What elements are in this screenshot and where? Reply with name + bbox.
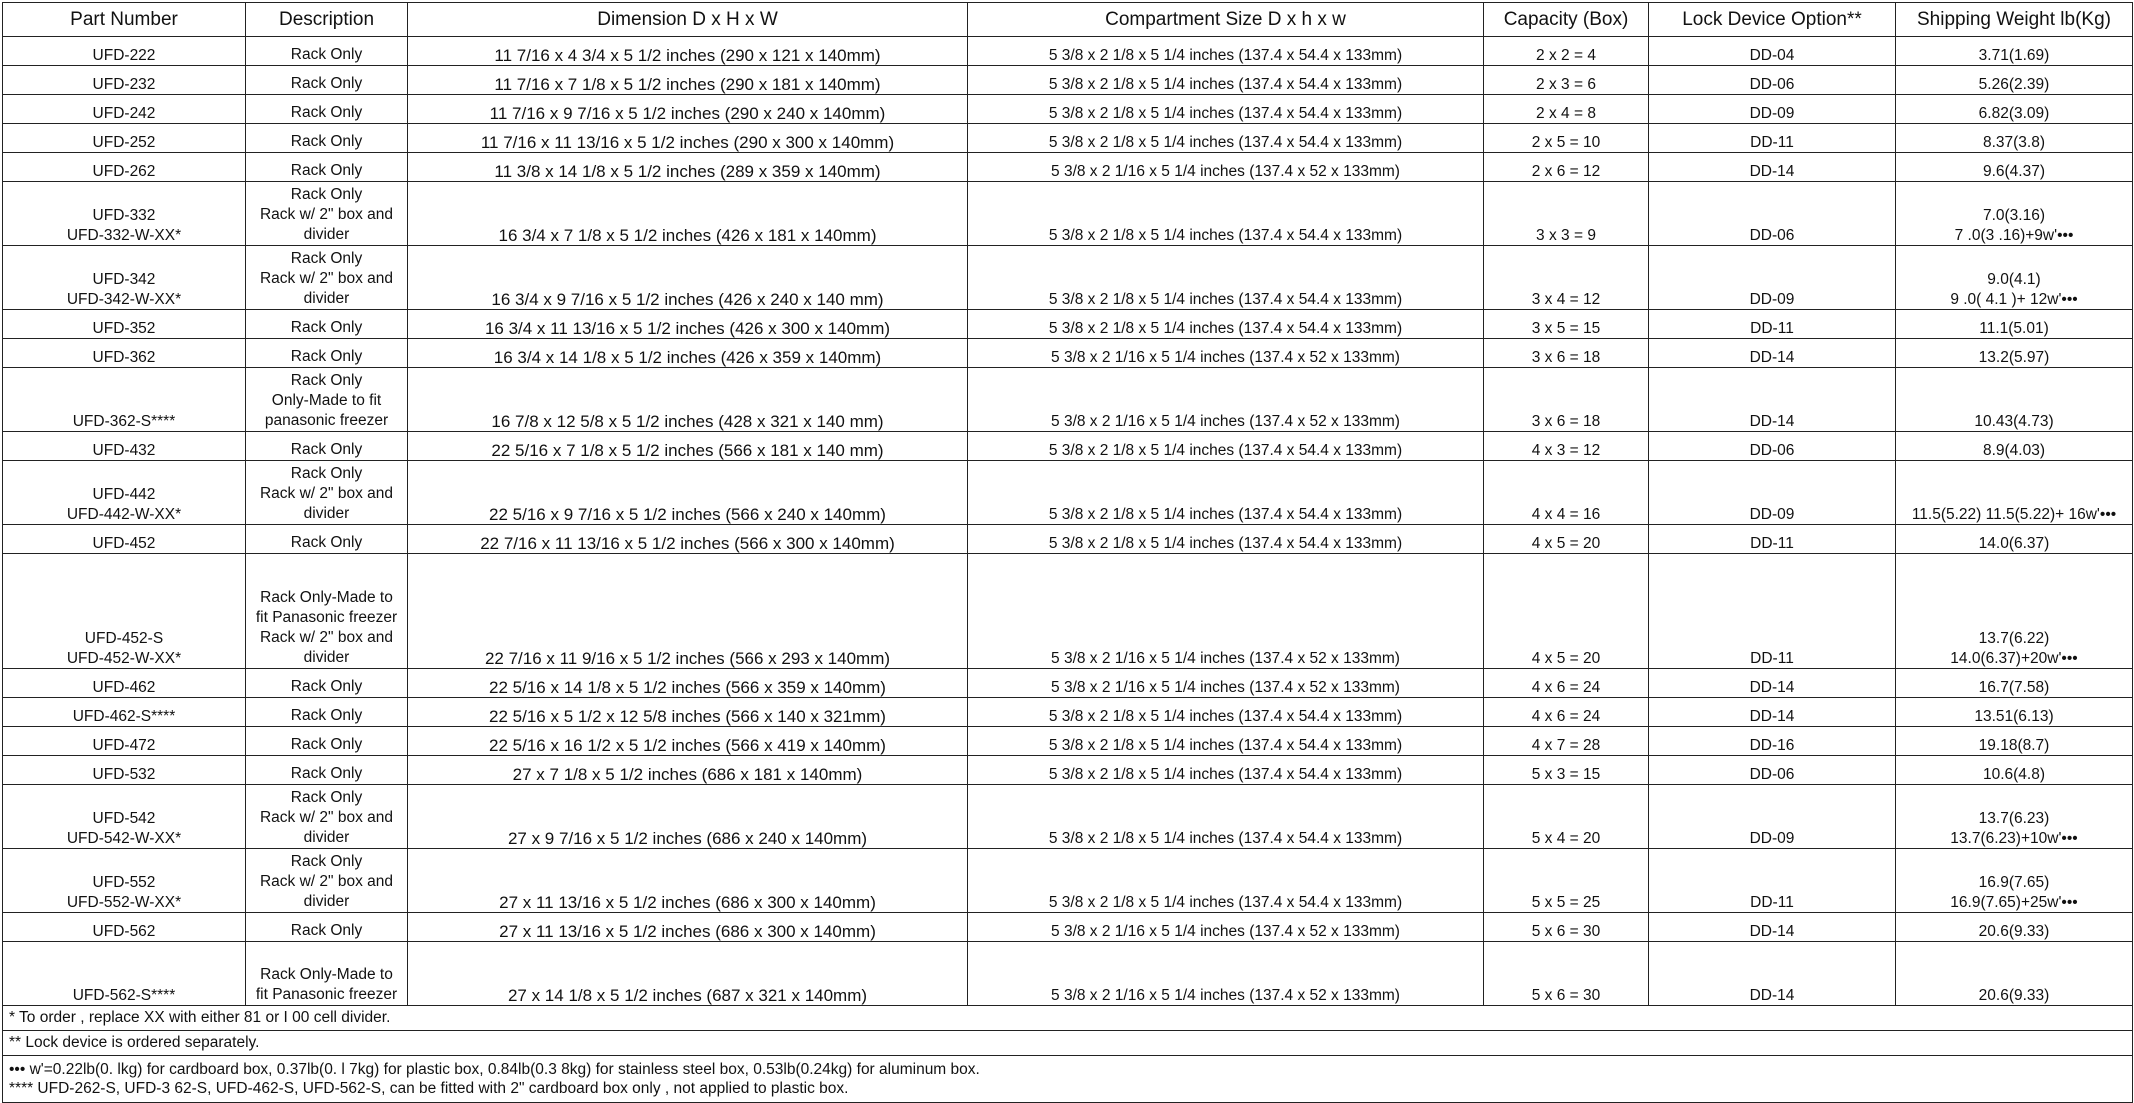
cell-shipping-weight	[1896, 310, 2133, 339]
cell-shipping-weight-line: 20.6(9.33)	[1978, 986, 2050, 1004]
cell-description-line: Rack Only	[290, 162, 363, 179]
cell-compartment-size: 5 3/8 x 2 1/16 x 5 1/4 inches (137.4 x 52 x 133mm)	[968, 913, 1484, 942]
cell-description	[246, 339, 408, 368]
cell-description	[246, 942, 408, 1006]
cell-dimension: 11 7/16 x 4 3/4 x 5 1/2 inches (290 x 121 x 140mm)	[408, 37, 968, 66]
cell-compartment-size: 5 3/8 x 2 1/8 x 5 1/4 inches (137.4 x 54.4 x 133mm)	[968, 432, 1484, 461]
cell-dimension: 16 3/4 x 9 7/16 x 5 1/2 inches (426 x 240 x 140 mm)	[408, 246, 968, 310]
cell-lock-device: DD-11	[1649, 554, 1896, 669]
cell-description-line: Rack Only	[290, 707, 363, 724]
table-body	[3, 37, 2133, 1006]
cell-description-line: divider	[303, 649, 350, 666]
cell-part-number-line: UFD-242	[92, 104, 156, 122]
cell-part-number-line: UFD-252	[92, 133, 156, 151]
cell-compartment-size: 5 3/8 x 2 1/16 x 5 1/4 inches (137.4 x 52 x 133mm)	[968, 153, 1484, 182]
table-row	[3, 942, 2133, 1006]
cell-compartment-size: 5 3/8 x 2 1/16 x 5 1/4 inches (137.4 x 52 x 133mm)	[968, 669, 1484, 698]
cell-shipping-weight	[1896, 153, 2133, 182]
cell-description-line: Rack Only-Made to	[260, 589, 393, 606]
cell-shipping-weight-line: 14.0(6.37)	[1978, 534, 2050, 552]
footnote-3-4	[3, 1056, 2133, 1103]
cell-compartment-size: 5 3/8 x 2 1/16 x 5 1/4 inches (137.4 x 52 x 133mm)	[968, 368, 1484, 432]
cell-dimension: 22 5/16 x 16 1/2 x 5 1/2 inches (566 x 419 x 140mm)	[408, 727, 968, 756]
cell-part-number-line: UFD-232	[92, 75, 156, 93]
cell-compartment-size: 5 3/8 x 2 1/8 x 5 1/4 inches (137.4 x 54.4 x 133mm)	[968, 785, 1484, 849]
cell-shipping-weight-line: 3.71(1.69)	[1978, 46, 2050, 64]
cell-part-number-line: UFD-562	[92, 922, 156, 940]
cell-dimension: 27 x 11 13/16 x 5 1/2 inches (686 x 300 x 140mm)	[408, 913, 968, 942]
cell-part-number	[3, 368, 246, 432]
cell-capacity: 2 x 6 = 12	[1484, 153, 1649, 182]
cell-lock-device: DD-14	[1649, 669, 1896, 698]
header-shipping-weight: Shipping Weight lb(Kg)	[1896, 3, 2133, 37]
cell-description	[246, 461, 408, 525]
cell-lock-device: DD-09	[1649, 461, 1896, 525]
footnote-row	[3, 1056, 2133, 1103]
cell-capacity: 5 x 6 = 30	[1484, 913, 1649, 942]
cell-description-line: Rack w/ 2" box and	[259, 629, 393, 646]
cell-description-line: panasonic freezer	[264, 412, 389, 429]
cell-lock-device: DD-14	[1649, 698, 1896, 727]
cell-part-number	[3, 913, 246, 942]
cell-lock-device: DD-06	[1649, 182, 1896, 246]
table-row	[3, 785, 2133, 849]
cell-capacity: 4 x 6 = 24	[1484, 669, 1649, 698]
header-part-number: Part Number	[3, 3, 246, 37]
cell-capacity: 4 x 5 = 20	[1484, 554, 1649, 669]
cell-part-number-line: UFD-452-W-XX*	[66, 649, 182, 667]
cell-shipping-weight	[1896, 698, 2133, 727]
cell-part-number	[3, 37, 246, 66]
cell-shipping-weight-line: 9.6(4.37)	[1982, 162, 2046, 180]
cell-description-line: Rack Only	[290, 104, 363, 121]
cell-part-number-line: UFD-552	[92, 874, 156, 891]
cell-part-number	[3, 756, 246, 785]
cell-part-number-line: UFD-462	[92, 678, 156, 696]
table-row	[3, 66, 2133, 95]
table-row	[3, 246, 2133, 310]
cell-shipping-weight-line: 7 .0(3 .16)+9w'•••	[1954, 226, 2074, 244]
cell-capacity: 2 x 4 = 8	[1484, 95, 1649, 124]
cell-part-number	[3, 153, 246, 182]
cell-dimension: 11 7/16 x 7 1/8 x 5 1/2 inches (290 x 181 x 140mm)	[408, 66, 968, 95]
table-row	[3, 461, 2133, 525]
cell-capacity: 3 x 6 = 18	[1484, 339, 1649, 368]
table-row	[3, 339, 2133, 368]
cell-compartment-size: 5 3/8 x 2 1/8 x 5 1/4 inches (137.4 x 54.4 x 133mm)	[968, 727, 1484, 756]
cell-capacity: 3 x 3 = 9	[1484, 182, 1649, 246]
cell-dimension: 11 3/8 x 14 1/8 x 5 1/2 inches (289 x 359 x 140mm)	[408, 153, 968, 182]
cell-lock-device: DD-14	[1649, 913, 1896, 942]
cell-description	[246, 37, 408, 66]
cell-shipping-weight	[1896, 66, 2133, 95]
cell-part-number-line: UFD-452-S	[84, 630, 164, 647]
cell-part-number-line: UFD-432	[92, 441, 156, 459]
cell-description-line: Rack Only	[290, 789, 363, 806]
cell-part-number-line: UFD-532	[92, 765, 156, 783]
cell-shipping-weight	[1896, 942, 2133, 1006]
table-row	[3, 913, 2133, 942]
cell-lock-device: DD-09	[1649, 246, 1896, 310]
cell-compartment-size: 5 3/8 x 2 1/8 x 5 1/4 inches (137.4 x 54.4 x 133mm)	[968, 310, 1484, 339]
cell-compartment-size: 5 3/8 x 2 1/8 x 5 1/4 inches (137.4 x 54.4 x 133mm)	[968, 182, 1484, 246]
cell-description	[246, 124, 408, 153]
cell-shipping-weight-line: 13.7(6.23)+10w'•••	[1950, 829, 2078, 847]
header-row	[3, 3, 2133, 37]
cell-capacity: 4 x 4 = 16	[1484, 461, 1649, 525]
cell-description	[246, 913, 408, 942]
cell-shipping-weight-line: 10.43(4.73)	[1974, 412, 2054, 430]
cell-description-line: divider	[303, 505, 350, 522]
cell-part-number-line: UFD-442-W-XX*	[66, 505, 182, 523]
cell-description-line: Rack w/ 2" box and	[259, 873, 393, 890]
cell-description	[246, 66, 408, 95]
cell-description-line: Rack w/ 2" box and	[259, 485, 393, 502]
header-compartment-size: Compartment Size D x h x w	[968, 3, 1484, 37]
header-description: Description	[246, 3, 408, 37]
cell-dimension: 27 x 7 1/8 x 5 1/2 inches (686 x 181 x 140mm)	[408, 756, 968, 785]
cell-part-number	[3, 182, 246, 246]
cell-compartment-size: 5 3/8 x 2 1/8 x 5 1/4 inches (137.4 x 54.4 x 133mm)	[968, 66, 1484, 95]
cell-compartment-size: 5 3/8 x 2 1/8 x 5 1/4 inches (137.4 x 54.4 x 133mm)	[968, 461, 1484, 525]
cell-compartment-size: 5 3/8 x 2 1/8 x 5 1/4 inches (137.4 x 54.4 x 133mm)	[968, 95, 1484, 124]
table-row	[3, 95, 2133, 124]
table-row	[3, 368, 2133, 432]
cell-lock-device: DD-06	[1649, 756, 1896, 785]
cell-description-line: Only-Made to fit	[271, 392, 382, 409]
cell-shipping-weight-line: 13.51(6.13)	[1974, 707, 2054, 725]
cell-description-line: Rack Only	[290, 372, 363, 389]
cell-shipping-weight-line: 13.7(6.22)	[1978, 630, 2050, 647]
cell-description-line: divider	[303, 893, 350, 910]
cell-shipping-weight-line: 8.37(3.8)	[1982, 133, 2046, 151]
table-row	[3, 124, 2133, 153]
footnote-row	[3, 1031, 2133, 1056]
cell-shipping-weight	[1896, 669, 2133, 698]
cell-shipping-weight	[1896, 246, 2133, 310]
cell-capacity: 5 x 6 = 30	[1484, 942, 1649, 1006]
cell-description	[246, 182, 408, 246]
cell-shipping-weight	[1896, 849, 2133, 913]
cell-description-line: Rack Only	[290, 534, 363, 551]
cell-description	[246, 432, 408, 461]
cell-compartment-size: 5 3/8 x 2 1/8 x 5 1/4 inches (137.4 x 54.4 x 133mm)	[968, 756, 1484, 785]
cell-description	[246, 554, 408, 669]
cell-shipping-weight	[1896, 554, 2133, 669]
cell-lock-device: DD-14	[1649, 339, 1896, 368]
cell-shipping-weight-line: 20.6(9.33)	[1978, 922, 2050, 940]
cell-lock-device: DD-04	[1649, 37, 1896, 66]
cell-lock-device: DD-09	[1649, 785, 1896, 849]
cell-capacity: 4 x 6 = 24	[1484, 698, 1649, 727]
cell-shipping-weight	[1896, 95, 2133, 124]
table-row	[3, 698, 2133, 727]
cell-part-number	[3, 246, 246, 310]
cell-dimension: 22 5/16 x 5 1/2 x 12 5/8 inches (566 x 140 x 321mm)	[408, 698, 968, 727]
cell-capacity: 5 x 5 = 25	[1484, 849, 1649, 913]
cell-part-number-line: UFD-472	[92, 736, 156, 754]
cell-compartment-size: 5 3/8 x 2 1/8 x 5 1/4 inches (137.4 x 54.4 x 133mm)	[968, 849, 1484, 913]
cell-description-line: divider	[303, 226, 350, 243]
cell-description-line: fit Panasonic freezer	[255, 986, 398, 1003]
footnote-row	[3, 1006, 2133, 1031]
cell-capacity: 4 x 5 = 20	[1484, 525, 1649, 554]
cell-compartment-size: 5 3/8 x 2 1/16 x 5 1/4 inches (137.4 x 52 x 133mm)	[968, 339, 1484, 368]
cell-part-number-line: UFD-562-S****	[72, 986, 176, 1004]
cell-description-line: fit Panasonic freezer	[255, 609, 398, 626]
cell-part-number	[3, 669, 246, 698]
footnote-2: ** Lock device is ordered separately.	[3, 1031, 2133, 1056]
cell-lock-device: DD-09	[1649, 95, 1896, 124]
cell-shipping-weight	[1896, 368, 2133, 432]
cell-dimension: 11 7/16 x 9 7/16 x 5 1/2 inches (290 x 240 x 140mm)	[408, 95, 968, 124]
cell-part-number	[3, 849, 246, 913]
cell-capacity: 3 x 4 = 12	[1484, 246, 1649, 310]
cell-dimension: 27 x 11 13/16 x 5 1/2 inches (686 x 300 x 140mm)	[408, 849, 968, 913]
cell-shipping-weight	[1896, 339, 2133, 368]
cell-part-number	[3, 785, 246, 849]
cell-description	[246, 698, 408, 727]
cell-description	[246, 525, 408, 554]
cell-compartment-size: 5 3/8 x 2 1/8 x 5 1/4 inches (137.4 x 54.4 x 133mm)	[968, 525, 1484, 554]
table-row	[3, 37, 2133, 66]
cell-description-line: Rack Only	[290, 250, 363, 267]
cell-part-number-line: UFD-262	[92, 162, 156, 180]
cell-shipping-weight	[1896, 727, 2133, 756]
cell-description	[246, 246, 408, 310]
cell-description-line: Rack Only	[290, 736, 363, 753]
cell-shipping-weight-line: 11.1(5.01)	[1979, 319, 2049, 337]
cell-shipping-weight-line: 5.26(2.39)	[1978, 75, 2050, 93]
cell-description-line: Rack Only-Made to	[260, 966, 393, 983]
cell-shipping-weight-line: 19.18(8.7)	[1978, 736, 2050, 754]
cell-capacity: 3 x 5 = 15	[1484, 310, 1649, 339]
cell-shipping-weight	[1896, 182, 2133, 246]
cell-lock-device: DD-14	[1649, 368, 1896, 432]
cell-part-number	[3, 66, 246, 95]
cell-compartment-size: 5 3/8 x 2 1/16 x 5 1/4 inches (137.4 x 52 x 133mm)	[968, 942, 1484, 1006]
cell-capacity: 4 x 7 = 28	[1484, 727, 1649, 756]
cell-compartment-size: 5 3/8 x 2 1/8 x 5 1/4 inches (137.4 x 54.4 x 133mm)	[968, 37, 1484, 66]
cell-dimension: 22 7/16 x 11 13/16 x 5 1/2 inches (566 x 300 x 140mm)	[408, 525, 968, 554]
table-row	[3, 432, 2133, 461]
cell-part-number-line: UFD-342	[92, 271, 156, 288]
footnote-4: **** UFD-262-S, UFD-3 62-S, UFD-462-S, UFD-562-S, can be fitted with 2" cardboard box only , not applied to plastic box.	[9, 1080, 849, 1097]
cell-shipping-weight	[1896, 785, 2133, 849]
cell-part-number-line: UFD-552-W-XX*	[66, 893, 182, 911]
cell-part-number-line: UFD-342-W-XX*	[66, 290, 182, 308]
table-row	[3, 756, 2133, 785]
cell-description-line: Rack Only	[290, 441, 363, 458]
cell-dimension: 11 7/16 x 11 13/16 x 5 1/2 inches (290 x 300 x 140mm)	[408, 124, 968, 153]
cell-part-number	[3, 124, 246, 153]
cell-capacity: 5 x 4 = 20	[1484, 785, 1649, 849]
cell-description	[246, 368, 408, 432]
cell-description	[246, 310, 408, 339]
cell-shipping-weight	[1896, 124, 2133, 153]
cell-description-line: Rack Only	[290, 465, 363, 482]
cell-part-number	[3, 95, 246, 124]
cell-part-number-line: UFD-462-S****	[72, 707, 176, 725]
cell-capacity: 3 x 6 = 18	[1484, 368, 1649, 432]
cell-description-line: Rack w/ 2" box and	[259, 809, 393, 826]
cell-description-line: divider	[303, 290, 350, 307]
cell-compartment-size: 5 3/8 x 2 1/8 x 5 1/4 inches (137.4 x 54.4 x 133mm)	[968, 124, 1484, 153]
cell-part-number-line: UFD-352	[92, 319, 156, 337]
cell-shipping-weight-line: 13.2(5.97)	[1978, 348, 2050, 366]
cell-part-number	[3, 432, 246, 461]
cell-shipping-weight-line: 7.0(3.16)	[1982, 207, 2046, 224]
footnote-1: * To order , replace XX with either 81 or I 00 cell divider.	[3, 1006, 2133, 1031]
cell-part-number-line: UFD-442	[92, 486, 156, 503]
cell-part-number-line: UFD-362	[92, 348, 156, 366]
cell-lock-device: DD-06	[1649, 432, 1896, 461]
cell-description	[246, 727, 408, 756]
cell-capacity: 2 x 3 = 6	[1484, 66, 1649, 95]
cell-shipping-weight-line: 9.0(4.1)	[1987, 271, 2041, 288]
cell-shipping-weight-line: 8.9(4.03)	[1982, 441, 2046, 459]
cell-capacity: 2 x 5 = 10	[1484, 124, 1649, 153]
cell-description-line: Rack Only	[290, 133, 363, 150]
cell-lock-device: DD-11	[1649, 849, 1896, 913]
spec-table	[2, 2, 2133, 1103]
cell-description-line: Rack Only	[290, 678, 363, 695]
cell-dimension: 16 7/8 x 12 5/8 x 5 1/2 inches (428 x 321 x 140 mm)	[408, 368, 968, 432]
cell-part-number	[3, 554, 246, 669]
cell-lock-device: DD-14	[1649, 942, 1896, 1006]
header-lock-device: Lock Device Option**	[1649, 3, 1896, 37]
cell-dimension: 22 5/16 x 14 1/8 x 5 1/2 inches (566 x 359 x 140mm)	[408, 669, 968, 698]
cell-shipping-weight-line: 16.9(7.65)+25w'•••	[1950, 893, 2078, 911]
cell-shipping-weight	[1896, 461, 2133, 525]
cell-description	[246, 153, 408, 182]
cell-part-number	[3, 461, 246, 525]
cell-compartment-size: 5 3/8 x 2 1/16 x 5 1/4 inches (137.4 x 52 x 133mm)	[968, 554, 1484, 669]
cell-part-number	[3, 339, 246, 368]
cell-shipping-weight-line: 16.7(7.58)	[1978, 678, 2050, 696]
cell-description	[246, 849, 408, 913]
cell-part-number-line: UFD-332-W-XX*	[66, 226, 182, 244]
cell-shipping-weight	[1896, 756, 2133, 785]
cell-shipping-weight-line: 9 .0( 4.1 )+ 12w'•••	[1950, 290, 2078, 308]
cell-shipping-weight	[1896, 37, 2133, 66]
cell-lock-device: DD-14	[1649, 153, 1896, 182]
cell-description-line: divider	[303, 829, 350, 846]
cell-dimension: 16 3/4 x 11 13/16 x 5 1/2 inches (426 x 300 x 140mm)	[408, 310, 968, 339]
cell-part-number	[3, 310, 246, 339]
cell-shipping-weight-line: 14.0(6.37)+20w'•••	[1950, 649, 2078, 667]
cell-shipping-weight-line: 6.82(3.09)	[1978, 104, 2050, 122]
table-row	[3, 727, 2133, 756]
cell-shipping-weight-line: 13.7(6.23)	[1978, 810, 2050, 827]
cell-part-number-line: UFD-362-S****	[72, 412, 176, 430]
table-row	[3, 669, 2133, 698]
cell-lock-device: DD-06	[1649, 66, 1896, 95]
footnote-3: ••• w'=0.22lb(0. lkg) for cardboard box, 0.37lb(0. l 7kg) for plastic box, 0.84lb(0.3 8kg) for stainless steel box, 0.53lb(0.24kg) for aluminum box.	[9, 1061, 980, 1078]
cell-lock-device: DD-11	[1649, 525, 1896, 554]
table-row	[3, 554, 2133, 669]
cell-description-line: Rack Only	[290, 75, 363, 92]
cell-shipping-weight	[1896, 432, 2133, 461]
cell-dimension: 22 7/16 x 11 9/16 x 5 1/2 inches (566 x 293 x 140mm)	[408, 554, 968, 669]
cell-lock-device: DD-11	[1649, 310, 1896, 339]
cell-compartment-size: 5 3/8 x 2 1/8 x 5 1/4 inches (137.4 x 54.4 x 133mm)	[968, 698, 1484, 727]
cell-description-line: Rack Only	[290, 922, 363, 939]
cell-part-number	[3, 942, 246, 1006]
cell-dimension: 22 5/16 x 7 1/8 x 5 1/2 inches (566 x 181 x 140 mm)	[408, 432, 968, 461]
cell-part-number	[3, 698, 246, 727]
cell-description	[246, 669, 408, 698]
cell-part-number-line: UFD-222	[92, 46, 156, 64]
cell-shipping-weight-line: 16.9(7.65)	[1978, 874, 2050, 891]
table-row	[3, 153, 2133, 182]
cell-lock-device: DD-11	[1649, 124, 1896, 153]
cell-description-line: Rack Only	[290, 186, 363, 203]
cell-compartment-size: 5 3/8 x 2 1/8 x 5 1/4 inches (137.4 x 54.4 x 133mm)	[968, 246, 1484, 310]
cell-part-number	[3, 525, 246, 554]
cell-description	[246, 785, 408, 849]
cell-part-number-line: UFD-332	[92, 207, 156, 224]
cell-description-line: Rack Only	[290, 46, 363, 63]
cell-description-line: Rack Only	[290, 348, 363, 365]
header-dimension: Dimension D x H x W	[408, 3, 968, 37]
cell-dimension: 22 5/16 x 9 7/16 x 5 1/2 inches (566 x 240 x 140mm)	[408, 461, 968, 525]
cell-part-number	[3, 727, 246, 756]
cell-description-line: Rack Only	[290, 853, 363, 870]
cell-description-line: Rack w/ 2" box and	[259, 206, 393, 223]
cell-shipping-weight	[1896, 525, 2133, 554]
cell-dimension: 27 x 14 1/8 x 5 1/2 inches (687 x 321 x 140mm)	[408, 942, 968, 1006]
header-capacity: Capacity (Box)	[1484, 3, 1649, 37]
cell-description	[246, 95, 408, 124]
cell-shipping-weight	[1896, 913, 2133, 942]
cell-description-line: Rack w/ 2" box and	[259, 270, 393, 287]
cell-lock-device: DD-16	[1649, 727, 1896, 756]
cell-part-number-line: UFD-542-W-XX*	[66, 829, 182, 847]
cell-shipping-weight-line: 11.5(5.22) 11.5(5.22)+ 16w'•••	[1911, 505, 2117, 523]
cell-dimension: 27 x 9 7/16 x 5 1/2 inches (686 x 240 x 140mm)	[408, 785, 968, 849]
cell-part-number-line: UFD-452	[92, 534, 156, 552]
cell-shipping-weight-line: 10.6(4.8)	[1982, 765, 2046, 783]
table-row	[3, 525, 2133, 554]
cell-dimension: 16 3/4 x 14 1/8 x 5 1/2 inches (426 x 359 x 140mm)	[408, 339, 968, 368]
table-row	[3, 849, 2133, 913]
cell-capacity: 2 x 2 = 4	[1484, 37, 1649, 66]
table-row	[3, 310, 2133, 339]
cell-capacity: 4 x 3 = 12	[1484, 432, 1649, 461]
cell-description	[246, 756, 408, 785]
cell-dimension: 16 3/4 x 7 1/8 x 5 1/2 inches (426 x 181 x 140mm)	[408, 182, 968, 246]
cell-capacity: 5 x 3 = 15	[1484, 756, 1649, 785]
cell-description-line: Rack Only	[290, 319, 363, 336]
cell-part-number-line: UFD-542	[92, 810, 156, 827]
table-row	[3, 182, 2133, 246]
cell-description-line: Rack Only	[290, 765, 363, 782]
